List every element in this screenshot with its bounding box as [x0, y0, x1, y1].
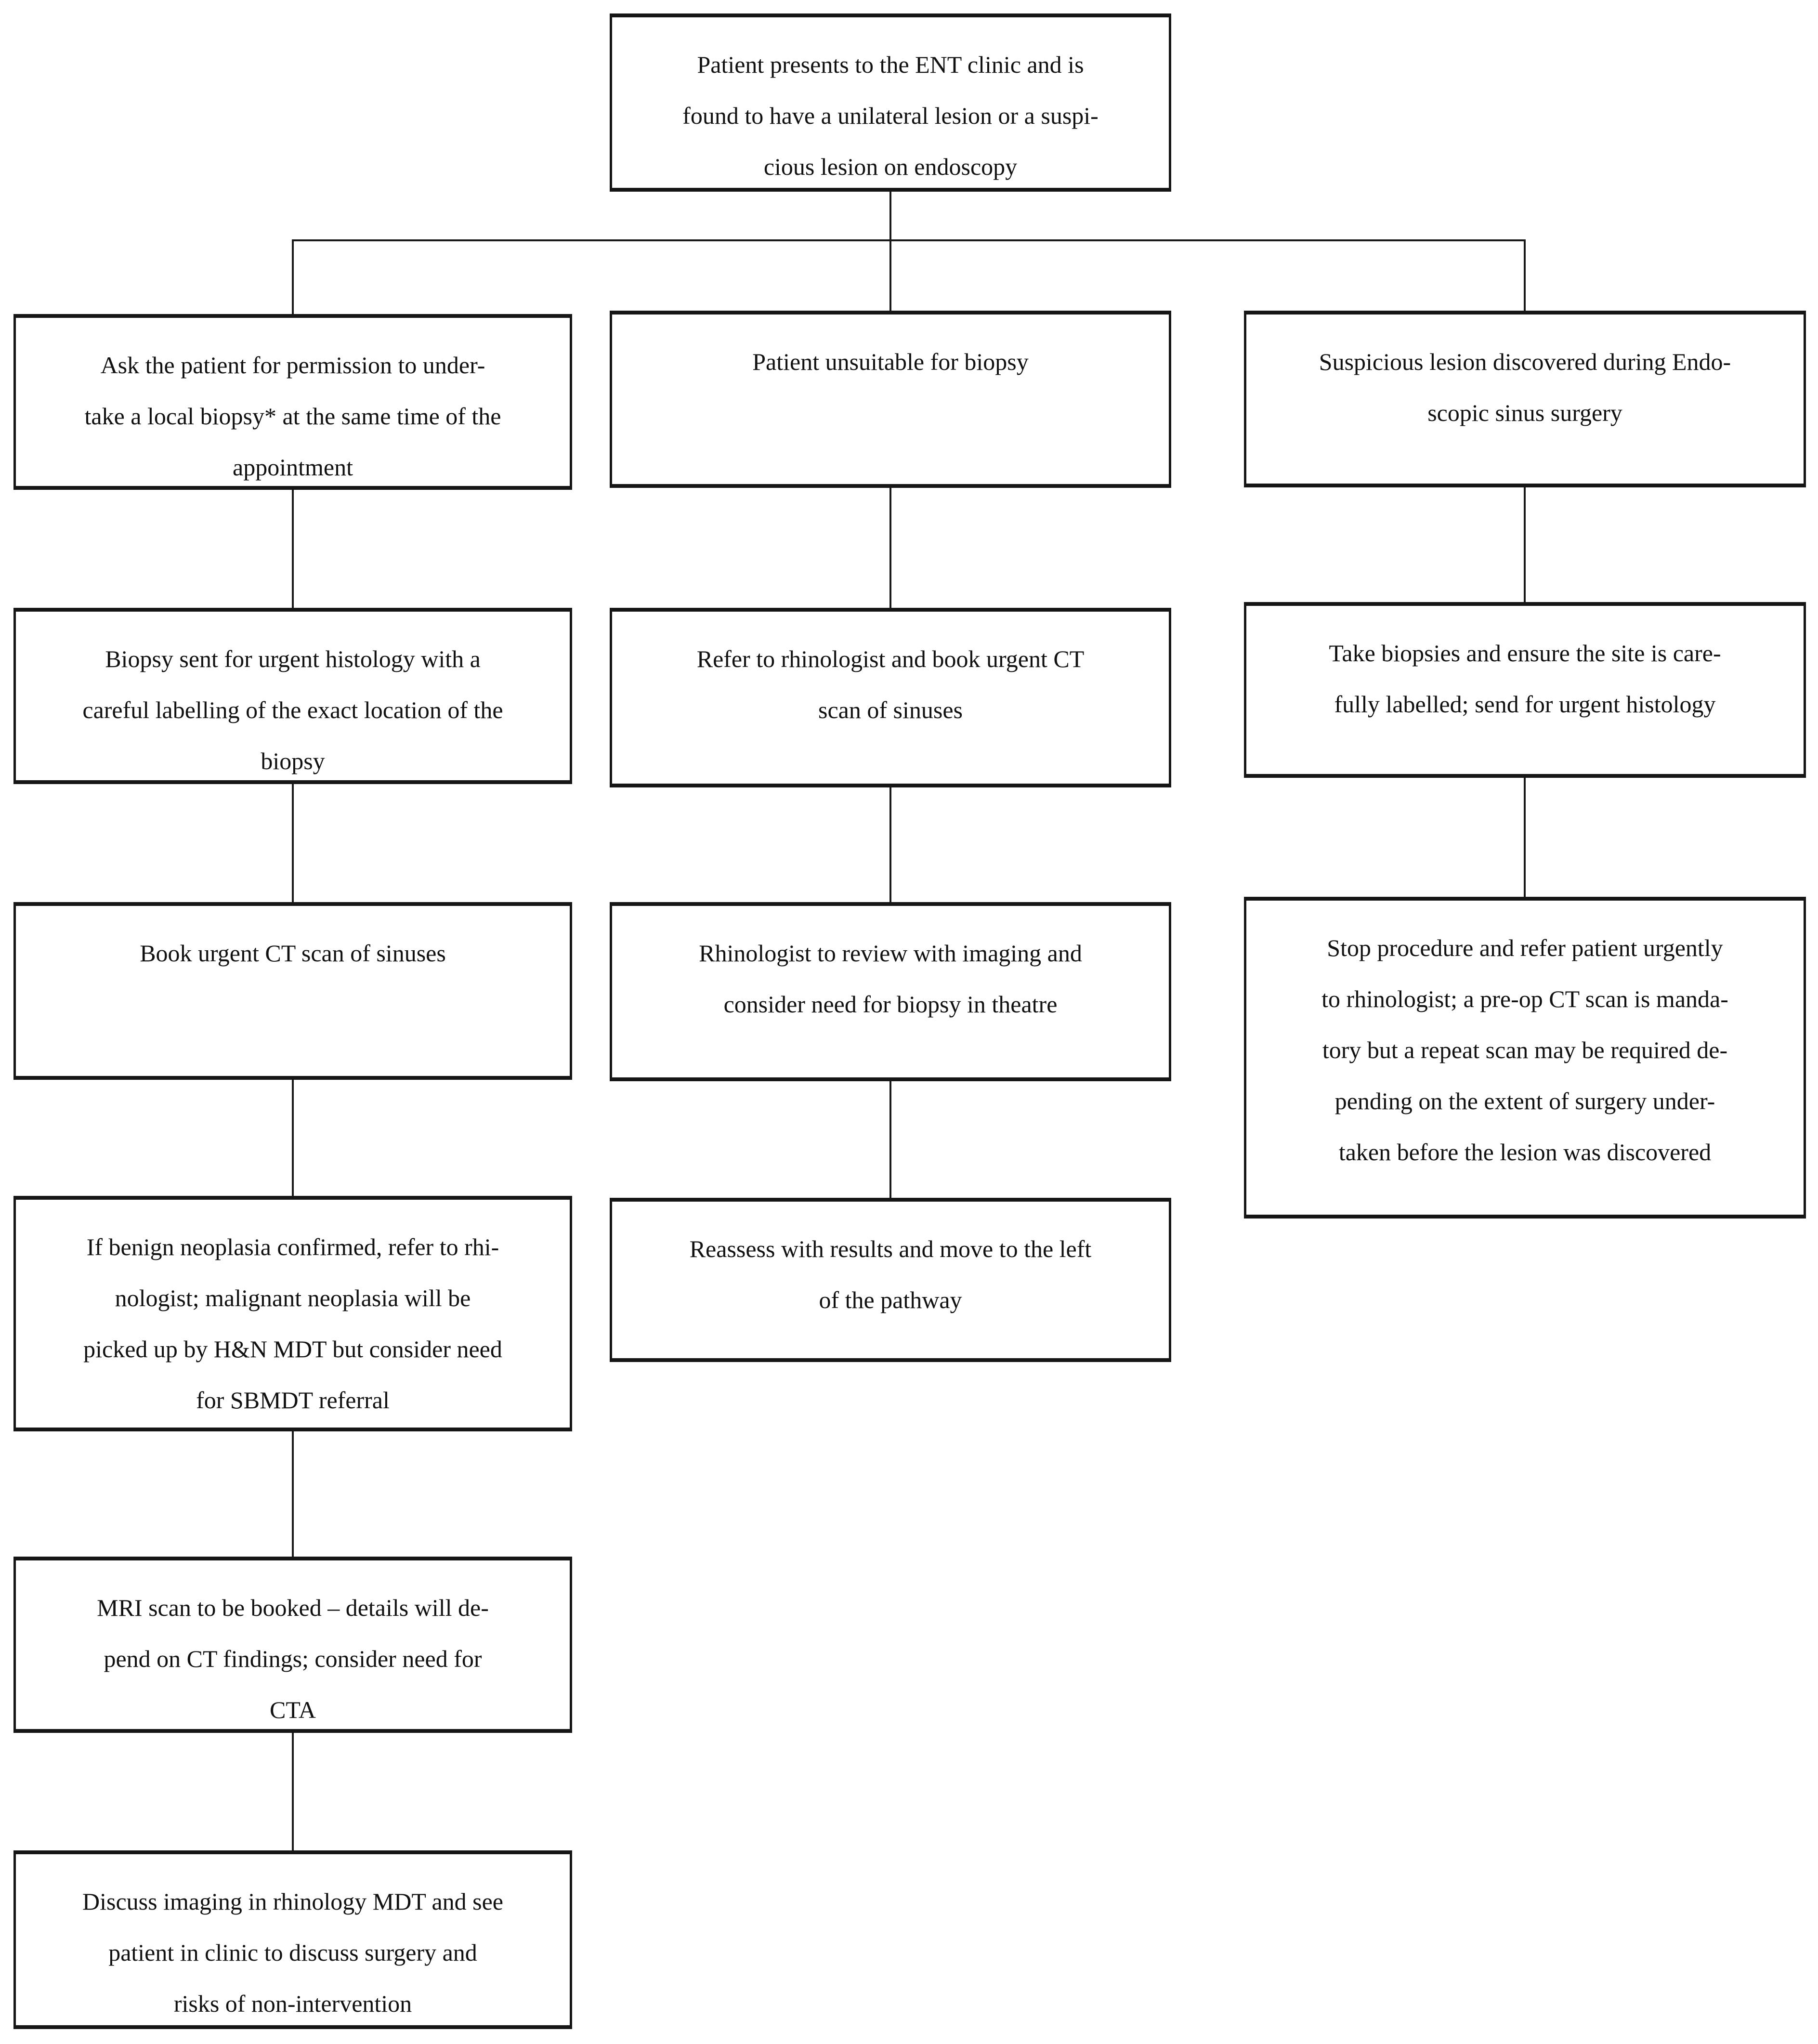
box-text-line: taken before the lesion was discovered: [1338, 1139, 1712, 1166]
connector-middle-r1-r2: [889, 487, 891, 609]
box-text-line: Biopsy sent for urgent histology with a: [105, 645, 481, 672]
box-text-line: of the pathway: [819, 1286, 962, 1313]
flow-box-ask-permission: [13, 314, 572, 490]
connector-middle-r3-r4: [889, 1080, 891, 1199]
connector-branch-horizontal: [292, 239, 1526, 241]
connector-branch-middle-drop: [889, 239, 891, 312]
box-text-line: Suspicious lesion discovered during Endo-: [1319, 348, 1731, 375]
box-text-line: take a local biopsy* at the same time of the: [84, 403, 501, 430]
box-text-line: MRI scan to be booked – details will de-: [97, 1594, 489, 1621]
box-text-line: CTA: [270, 1696, 316, 1723]
box-text-line: Discuss imaging in rhinology MDT and see: [82, 1888, 503, 1915]
box-text-line: Stop procedure and refer patient urgently: [1327, 934, 1723, 961]
flow-box-biopsy-histology: [13, 608, 572, 784]
box-text-line: consider need for biopsy in theatre: [723, 991, 1058, 1018]
box-text-line: biopsy: [261, 747, 325, 774]
box-text-line: tory but a repeat scan may be required de-: [1322, 1036, 1728, 1063]
connector-root-down: [889, 192, 891, 240]
connector-left-r2-r3: [292, 783, 294, 903]
flow-box-patient-unsuitable: [610, 311, 1171, 488]
box-text-line: for SBMDT referral: [196, 1387, 390, 1414]
box-text-line: Rhinologist to review with imaging and: [699, 940, 1082, 967]
box-text-line: Take biopsies and ensure the site is care-: [1329, 640, 1721, 667]
box-text-line: If benign neoplasia confirmed, refer to rhi-: [86, 1233, 499, 1260]
flow-box-benign-neoplasia: [13, 1196, 572, 1431]
box-text-line: Patient unsuitable for biopsy: [752, 348, 1029, 375]
box-text-line: scopic sinus surgery: [1427, 399, 1622, 426]
box-text-line: Book urgent CT scan of sinuses: [140, 940, 446, 967]
flow-box-book-ct: [13, 902, 572, 1080]
box-text-line: nologist; malignant neoplasia will be: [115, 1284, 471, 1311]
box-text-line: risks of non-intervention: [173, 1990, 412, 2017]
box-text-line: scan of sinuses: [818, 696, 963, 723]
connector-right-r2-r3: [1524, 777, 1526, 898]
connector-right-r1-r2: [1524, 486, 1526, 603]
box-text-line: patient in clinic to discuss surgery and: [108, 1939, 477, 1966]
box-text-line: fully labelled; send for urgent histology: [1334, 691, 1716, 718]
flow-box-patient-presents: [610, 13, 1171, 192]
box-text-line: found to have a unilateral lesion or a suspi-: [682, 102, 1099, 129]
box-text-line: cious lesion on endoscopy: [763, 153, 1018, 180]
box-text-line: picked up by H&N MDT but consider need: [83, 1336, 502, 1363]
box-text-line: appointment: [233, 454, 353, 481]
box-text-line: Patient presents to the ENT clinic and is: [697, 51, 1084, 78]
box-text-line: Ask the patient for permission to under-: [100, 352, 485, 379]
connector-left-r1-r2: [292, 489, 294, 609]
flow-box-rhinologist-review: [610, 902, 1171, 1081]
connector-branch-left-drop: [292, 239, 294, 315]
box-text-line: careful labelling of the exact location of the: [82, 696, 503, 723]
box-text-line: Refer to rhinologist and book urgent CT: [696, 645, 1085, 672]
flow-box-mri-scan: [13, 1557, 572, 1733]
flow-box-take-biopsies: [1244, 602, 1806, 778]
flow-box-stop-procedure: [1244, 897, 1806, 1219]
connector-left-r4-r5: [292, 1430, 294, 1558]
connector-middle-r2-r3: [889, 786, 891, 903]
box-text-line: pending on the extent of surgery under-: [1334, 1088, 1715, 1114]
flow-box-refer-rhinologist-ct: [610, 608, 1171, 787]
connector-left-r5-r6: [292, 1732, 294, 1851]
connector-branch-right-drop: [1524, 239, 1526, 312]
box-text-line: to rhinologist; a pre-op CT scan is manda-: [1321, 985, 1728, 1012]
flow-box-discuss-mdt: [13, 1850, 572, 2029]
box-text-line: Reassess with results and move to the left: [689, 1235, 1092, 1262]
flow-box-suspicious-lesion-ess: [1244, 311, 1806, 487]
flow-box-reassess: [610, 1198, 1171, 1362]
connector-left-r3-r4: [292, 1079, 294, 1197]
box-text-line: pend on CT findings; consider need for: [104, 1645, 482, 1672]
